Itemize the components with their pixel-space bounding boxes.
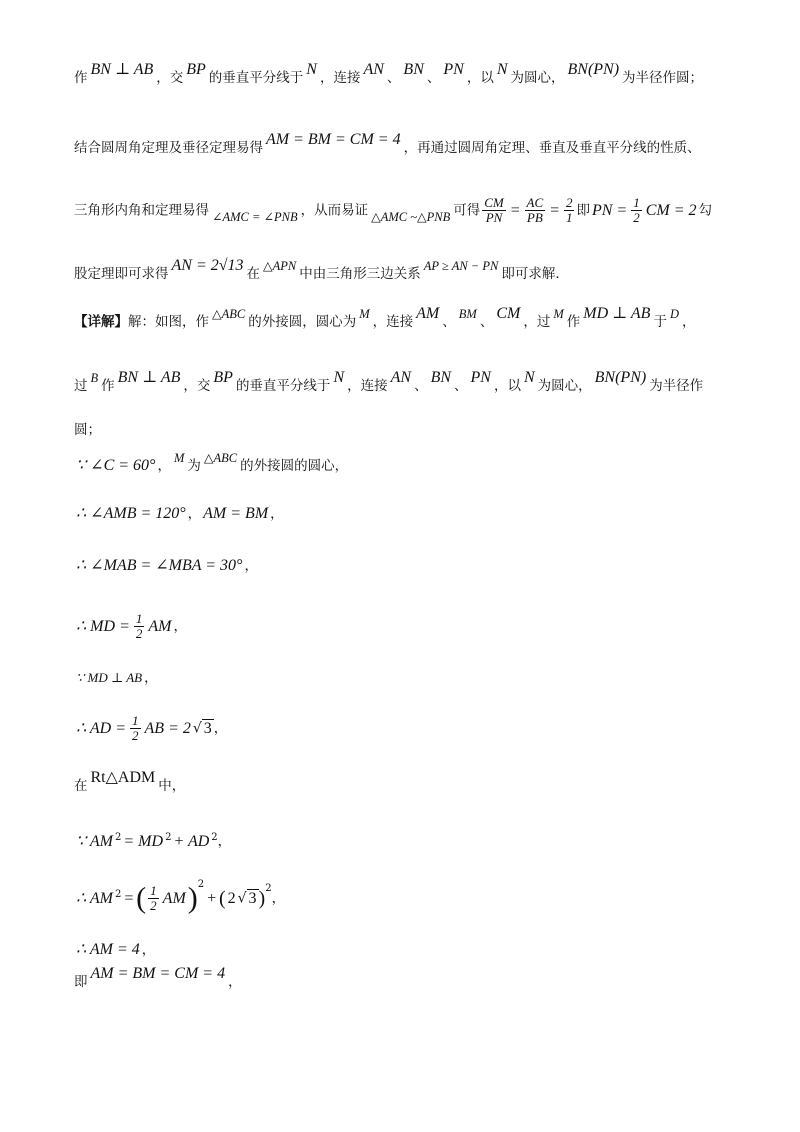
math: AB = 2 xyxy=(144,719,191,737)
text: 为 xyxy=(187,458,201,474)
math: = MD xyxy=(123,832,164,850)
text: 中由三角形三边关系 xyxy=(299,266,421,282)
fraction xyxy=(525,196,546,225)
text: ，过 xyxy=(523,314,551,330)
math: M xyxy=(553,307,564,321)
math: BN xyxy=(430,369,452,386)
text-line-17 xyxy=(74,940,155,960)
text: ， xyxy=(173,618,187,635)
math: BN ⊥ AB xyxy=(117,369,181,386)
math: AM = BM = CM = 4 xyxy=(266,131,401,148)
math: BN xyxy=(403,61,424,78)
math: BP xyxy=(213,369,233,386)
text: 作 xyxy=(74,70,88,86)
math: Rt△ADM xyxy=(90,769,156,786)
text-line-5 xyxy=(74,305,696,332)
fraction xyxy=(148,884,159,913)
text: 为半径作圆； xyxy=(622,70,704,86)
text: 、 xyxy=(479,314,494,330)
superscript: 2 xyxy=(197,878,205,890)
math: ∴ AM xyxy=(76,889,113,907)
text: ， xyxy=(244,558,258,574)
text: 结合圆周角定理及垂径定理易得 xyxy=(74,140,263,156)
math: PN xyxy=(470,369,491,386)
text-line-6 xyxy=(74,369,704,396)
denominator: 2 xyxy=(150,898,157,913)
right-paren-icon: ) xyxy=(258,887,266,910)
math: ∵ ∠C = 60° xyxy=(76,457,156,474)
math: = xyxy=(123,889,135,907)
text-line-14 xyxy=(74,769,186,796)
math: △APN xyxy=(263,259,297,273)
numerator: 1 xyxy=(135,611,143,626)
text: ， xyxy=(187,506,202,522)
text: 、 xyxy=(426,70,441,86)
text: ，连接 xyxy=(347,378,388,394)
text-line-3 xyxy=(74,196,712,225)
math: 3 xyxy=(203,719,212,737)
superscript: 2 xyxy=(211,832,218,843)
text: ， xyxy=(228,974,242,990)
denominator: PN xyxy=(485,210,503,225)
math: ∴ AM = 4 xyxy=(76,941,140,958)
math: 3 xyxy=(248,889,257,907)
numerator: 2 xyxy=(565,195,573,210)
superscript: 2 xyxy=(115,888,122,900)
text: ， xyxy=(144,670,158,686)
text: 在 xyxy=(246,266,261,282)
math: = xyxy=(509,201,521,219)
text: 中， xyxy=(158,778,186,794)
math: PN = xyxy=(591,201,628,219)
text: 、 xyxy=(454,378,468,394)
math: 2 xyxy=(227,889,236,907)
text: 的垂直平分线于 xyxy=(208,70,304,86)
text: 即 xyxy=(576,202,590,219)
section-label: 【详解】 xyxy=(74,314,128,330)
math: BN ⊥ AB xyxy=(90,61,154,78)
superscript: 2 xyxy=(165,832,172,843)
math: △AMC ~△PNB xyxy=(371,209,451,224)
text: 勾 xyxy=(698,202,713,219)
math: ∵ MD ⊥ AB xyxy=(76,670,143,685)
text: 解：如图，作 xyxy=(128,314,209,330)
text-line-13 xyxy=(74,714,227,743)
math: ∠AMC = ∠PNB xyxy=(212,209,298,224)
denominator: 2 xyxy=(135,626,143,641)
math: AM xyxy=(416,305,440,322)
text: ， xyxy=(681,314,696,330)
denominator: 2 xyxy=(633,210,640,225)
math: AM xyxy=(148,617,172,635)
math: BM xyxy=(458,307,477,321)
text-line-8 xyxy=(74,451,349,476)
text: ，交 xyxy=(183,378,211,394)
numerator: 1 xyxy=(150,883,157,898)
text: ， xyxy=(271,890,286,907)
math: PN xyxy=(443,61,464,78)
math: BN(PN) xyxy=(567,61,620,78)
text: 股定理即可求得 xyxy=(74,266,169,282)
math: N xyxy=(333,369,345,386)
math: AN = 2√13 xyxy=(171,257,244,274)
fraction xyxy=(130,714,141,743)
text: 作 xyxy=(566,314,581,330)
numerator: CM xyxy=(484,195,504,210)
math: ∴ ∠AMB = 120° xyxy=(76,505,186,522)
text: 过 xyxy=(74,378,88,394)
text: 为半径作 xyxy=(649,378,704,394)
math: BP xyxy=(186,61,206,78)
fraction xyxy=(482,196,506,225)
text: 作 xyxy=(101,378,115,394)
text: 、 xyxy=(386,70,401,86)
denominator: PB xyxy=(526,210,543,225)
text: 于 xyxy=(653,314,667,330)
text: 为圆心， xyxy=(510,70,565,86)
fraction xyxy=(134,612,145,641)
left-paren-icon: ( xyxy=(218,887,226,910)
text-line-16 xyxy=(74,878,286,915)
math: MD ⊥ AB xyxy=(583,305,651,322)
math: + AD xyxy=(173,832,210,850)
text-line-9 xyxy=(74,504,284,524)
math: BN(PN) xyxy=(594,369,647,386)
math: AM xyxy=(162,889,186,907)
text: 三角形内角和定理易得 xyxy=(74,202,209,219)
math: AN xyxy=(363,61,384,78)
math: CM xyxy=(496,305,521,322)
text: 、 xyxy=(414,378,428,394)
numerator: AC xyxy=(526,195,544,210)
math: M xyxy=(359,307,370,321)
text-line-12 xyxy=(74,668,158,688)
text: ，连接 xyxy=(372,314,414,330)
text: ， xyxy=(141,942,156,958)
text-line-2 xyxy=(74,131,701,158)
text: ，连接 xyxy=(319,70,361,86)
math: ∵ AM xyxy=(76,832,113,850)
fraction xyxy=(631,196,642,225)
text: ，从而易证 xyxy=(300,202,369,219)
text: 即 xyxy=(74,974,88,990)
text-line-10 xyxy=(74,556,258,576)
math: M xyxy=(173,451,185,465)
math: △ABC xyxy=(203,451,238,465)
numerator: 1 xyxy=(633,195,640,210)
text: 为圆心， xyxy=(537,378,592,394)
math: B xyxy=(90,371,99,385)
math: AM = BM = CM = 4 xyxy=(90,965,226,982)
math: ∴ AD = xyxy=(76,719,127,737)
math: △ABC xyxy=(212,307,246,321)
text: ， xyxy=(217,833,232,850)
text: ， xyxy=(270,506,284,522)
math: AN xyxy=(390,369,412,386)
text: 在 xyxy=(74,778,88,794)
text: 可得 xyxy=(453,202,481,219)
math: = xyxy=(549,201,560,219)
text-line-15 xyxy=(74,828,231,852)
text: 即可求解． xyxy=(501,266,569,282)
superscript: 2 xyxy=(265,882,272,894)
math: N xyxy=(306,61,317,78)
math: ∴ ∠MAB = ∠MBA = 30° xyxy=(76,557,243,574)
text: ， xyxy=(213,720,228,737)
math: AP ≥ AN − PN xyxy=(423,259,499,273)
text: 圆； xyxy=(74,422,101,438)
denominator: 2 xyxy=(132,728,139,743)
math: AM = BM xyxy=(203,505,269,522)
text: ，交 xyxy=(156,70,184,86)
text-line-7 xyxy=(74,420,101,440)
text: ，以 xyxy=(493,378,521,394)
numerator: 1 xyxy=(132,713,139,728)
denominator: 1 xyxy=(565,210,573,225)
text-line-18 xyxy=(74,965,242,992)
math: + xyxy=(206,889,217,907)
text-line-11 xyxy=(74,612,187,641)
text: ，以 xyxy=(466,70,494,86)
text-line-1 xyxy=(74,61,704,88)
text: 的外接圆的圆心， xyxy=(240,458,349,474)
right-paren-icon: ) xyxy=(187,881,198,915)
superscript: 2 xyxy=(115,832,122,843)
math: CM = 2 xyxy=(645,201,697,219)
math: ∴ MD = xyxy=(76,617,130,635)
text-line-4 xyxy=(74,257,569,284)
math: N xyxy=(496,61,508,78)
math: N xyxy=(523,369,535,386)
fraction xyxy=(564,196,575,225)
text: ， xyxy=(157,458,171,474)
text: ，再通过圆周角定理、垂直及垂直平分线的性质、 xyxy=(403,140,701,156)
text: 的垂直平分线于 xyxy=(235,378,331,394)
text: 、 xyxy=(442,314,456,330)
text: 的外接圆，圆心为 xyxy=(248,314,357,330)
left-paren-icon: ( xyxy=(136,881,147,915)
sqrt-icon: √ xyxy=(237,890,247,907)
math: D xyxy=(669,307,679,321)
sqrt-icon: √ xyxy=(192,720,202,737)
